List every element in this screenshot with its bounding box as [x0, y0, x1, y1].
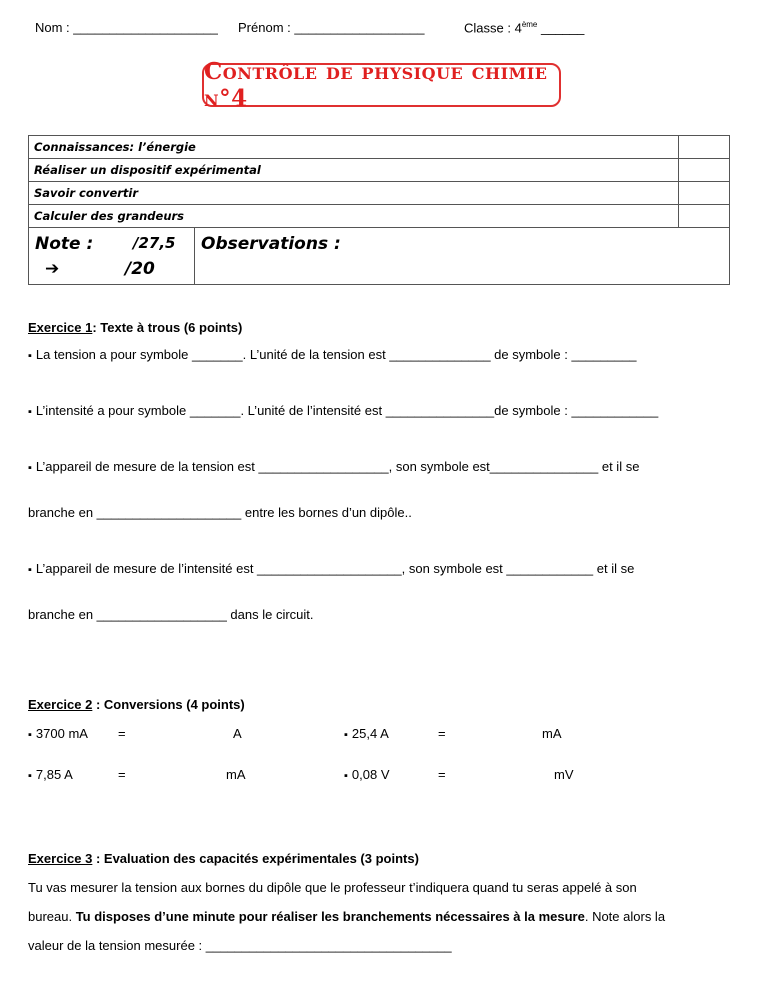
conversion-equals: =: [118, 767, 126, 782]
ex2-title: [28, 697, 245, 712]
competence-row: [29, 136, 730, 159]
nom-field: Nom : ____________________: [35, 20, 218, 35]
conversion-equals: =: [118, 726, 126, 741]
competence-row: [29, 182, 730, 205]
ex1-line: ▪ L’appareil de mesure de l’intensité est ____________________, son symbole est ____________ et il se: [28, 561, 634, 576]
competences-table: [28, 135, 730, 285]
ex1-line: branche en __________________ dans le circuit.: [28, 607, 314, 622]
ex1-title: [28, 320, 242, 335]
note-label: Note :: [35, 234, 94, 254]
note-cell: [29, 228, 195, 284]
ex3-paragraph: [28, 909, 665, 924]
competence-check: [679, 182, 730, 205]
competence-check: [679, 205, 730, 228]
competence-row: [29, 159, 730, 182]
ex3-paragraph: Tu vas mesurer la tension aux bornes du dipôle que le professeur t’indiquera quand tu seras appelé à son: [28, 880, 637, 895]
competence-label: Connaissances: l’énergie: [29, 136, 679, 159]
competence-label: Calculer des grandeurs: [29, 205, 679, 228]
note-scaled: /20: [125, 259, 155, 279]
conversion-value: ▪ 7,85 A: [28, 767, 73, 782]
competence-row: [29, 205, 730, 228]
ex3-text: bureau.: [28, 909, 76, 924]
ex2-heading: : Conversions (4 points): [92, 697, 245, 712]
competence-label: Savoir convertir: [29, 182, 679, 205]
conversion-unit: mA: [542, 726, 562, 741]
ex3-number: Exercice 3: [28, 851, 93, 866]
classe-suffix: ______: [537, 20, 585, 36]
ex3-paragraph: valeur de la tension mesurée : __________________________________: [28, 938, 452, 953]
ex1-line: ▪ L’appareil de mesure de la tension est __________________, son symbole est_______________ et il se: [28, 459, 639, 474]
conversion-value: ▪ 25,4 A: [344, 726, 389, 741]
conversion-equals: =: [438, 726, 446, 741]
competence-check: [679, 159, 730, 182]
note-container: [29, 228, 730, 285]
ex1-number: Exercice 1: [28, 320, 93, 335]
prenom-field: Prénom : __________________: [238, 20, 425, 35]
title-box: [202, 58, 561, 112]
classe-sup: ème: [521, 20, 538, 29]
ex3-heading: : Evaluation des capacités expérimentales (3 points): [92, 851, 419, 866]
ex2-number: Exercice 2: [28, 697, 93, 712]
note-row: [29, 228, 730, 285]
ex3-title: [28, 851, 419, 866]
ex3-text: . Note alors la: [584, 909, 666, 924]
page-title: Contrôle de physique chimie n°4: [204, 58, 548, 112]
note-total: /27,5: [133, 234, 176, 252]
conversion-value: ▪ 0,08 V: [344, 767, 390, 782]
conversion-unit: mA: [226, 767, 246, 782]
competence-label: Réaliser un dispositif expérimental: [29, 159, 679, 182]
conversion-value: ▪ 3700 mA: [28, 726, 88, 741]
ex1-line: branche en ____________________ entre les bornes d’un dipôle..: [28, 505, 412, 520]
classe-prefix: Classe : 4: [464, 20, 522, 36]
conversion-equals: =: [438, 767, 446, 782]
competence-check: [679, 136, 730, 159]
ex3-emphasis: Tu disposes d’une minute pour réaliser les branchements nécessaires à la mesure: [75, 909, 585, 924]
conversion-unit: mV: [554, 767, 574, 782]
arrow-icon: ➔: [45, 259, 60, 279]
classe-field: [464, 20, 584, 35]
conversion-unit: A: [233, 726, 242, 741]
ex1-line: ▪ La tension a pour symbole _______. L’unité de la tension est ______________ de symbole : _________: [28, 347, 637, 362]
observations-label: Observations :: [201, 234, 341, 254]
observations-cell: [195, 228, 729, 284]
ex1-line: ▪ L’intensité a pour symbole _______. L’unité de l’intensité est _______________de symbole : ____________: [28, 403, 658, 418]
ex1-heading: : Texte à trous (6 points): [92, 320, 243, 335]
